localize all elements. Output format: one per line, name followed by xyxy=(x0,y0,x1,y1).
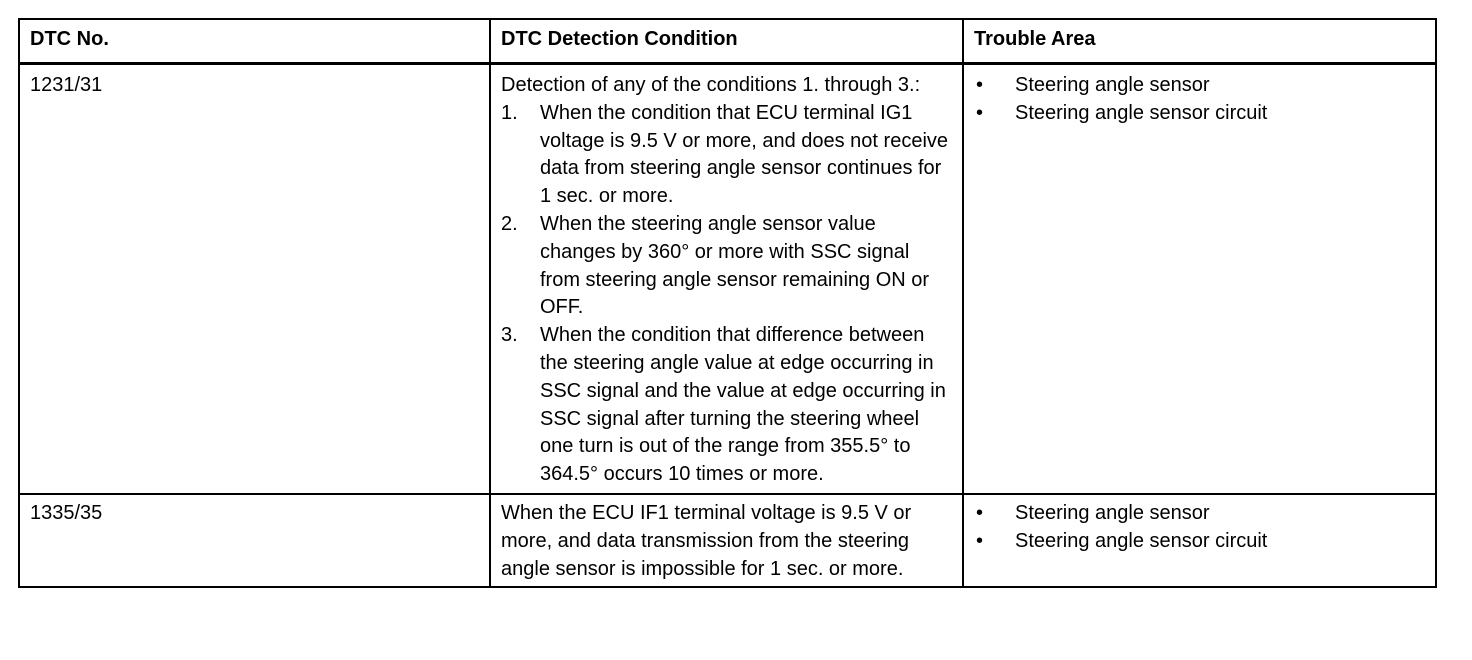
trouble-area-text: Steering angle sensor circuit xyxy=(1015,529,1268,552)
condition-number: 1. xyxy=(501,101,518,124)
dtc-code-cell: 1231/31 xyxy=(19,64,490,494)
dtc-table xyxy=(18,18,1437,588)
condition-text: When the steering angle sensor value changes by 360° or more with SSC signal from steering angle sensor remaining ON or OFF. xyxy=(540,212,930,319)
trouble-area-text: Steering angle sensor xyxy=(1015,501,1210,524)
bullet-icon: • xyxy=(976,101,984,124)
header-detection-condition: DTC Detection Condition xyxy=(490,19,963,64)
condition-item xyxy=(501,211,952,322)
trouble-area-text: Steering angle sensor xyxy=(1015,74,1210,96)
condition-intro: Detection of any of the conditions 1. through 3.: xyxy=(501,74,921,96)
table-row xyxy=(19,64,1436,494)
header-row xyxy=(19,19,1436,64)
condition-text: When the condition that ECU terminal IG1 voltage is 9.5 V or more, and does not receive data from steering angle sensor continues for 1 sec. or more. xyxy=(540,101,949,208)
trouble-area-item xyxy=(974,500,1425,528)
header-trouble-area: Trouble Area xyxy=(963,19,1436,64)
table-row xyxy=(19,494,1436,587)
condition-number: 2. xyxy=(501,212,518,235)
bullet-icon: • xyxy=(976,529,984,552)
trouble-area-cell xyxy=(963,64,1436,494)
trouble-area-list xyxy=(974,72,1425,128)
detection-condition-cell: When the ECU IF1 terminal voltage is 9.5 V or more, and data transmission from the steering angle sensor is impossible for 1 sec. or more. xyxy=(490,494,963,587)
bullet-icon: • xyxy=(976,501,984,524)
trouble-area-list xyxy=(974,500,1425,556)
condition-list xyxy=(501,100,952,489)
condition-item xyxy=(501,100,952,211)
trouble-area-text: Steering angle sensor circuit xyxy=(1015,101,1268,124)
condition-number: 3. xyxy=(501,324,518,347)
trouble-area-item xyxy=(974,528,1425,556)
trouble-area-item xyxy=(974,100,1425,128)
header-dtc-no: DTC No. xyxy=(19,19,490,64)
condition-item xyxy=(501,322,952,489)
condition-text: When the condition that difference between the steering angle value at edge occurring in SSC signal and the value at edge occurring in SSC signal after turning the steering wheel one turn is out of the range from 355.5° to 364.5° occurs 10 times or more. xyxy=(540,324,946,486)
trouble-area-cell xyxy=(963,494,1436,587)
bullet-icon: • xyxy=(976,74,984,96)
trouble-area-item xyxy=(974,72,1425,100)
detection-condition-cell xyxy=(490,64,963,494)
dtc-code-cell: 1335/35 xyxy=(19,494,490,587)
